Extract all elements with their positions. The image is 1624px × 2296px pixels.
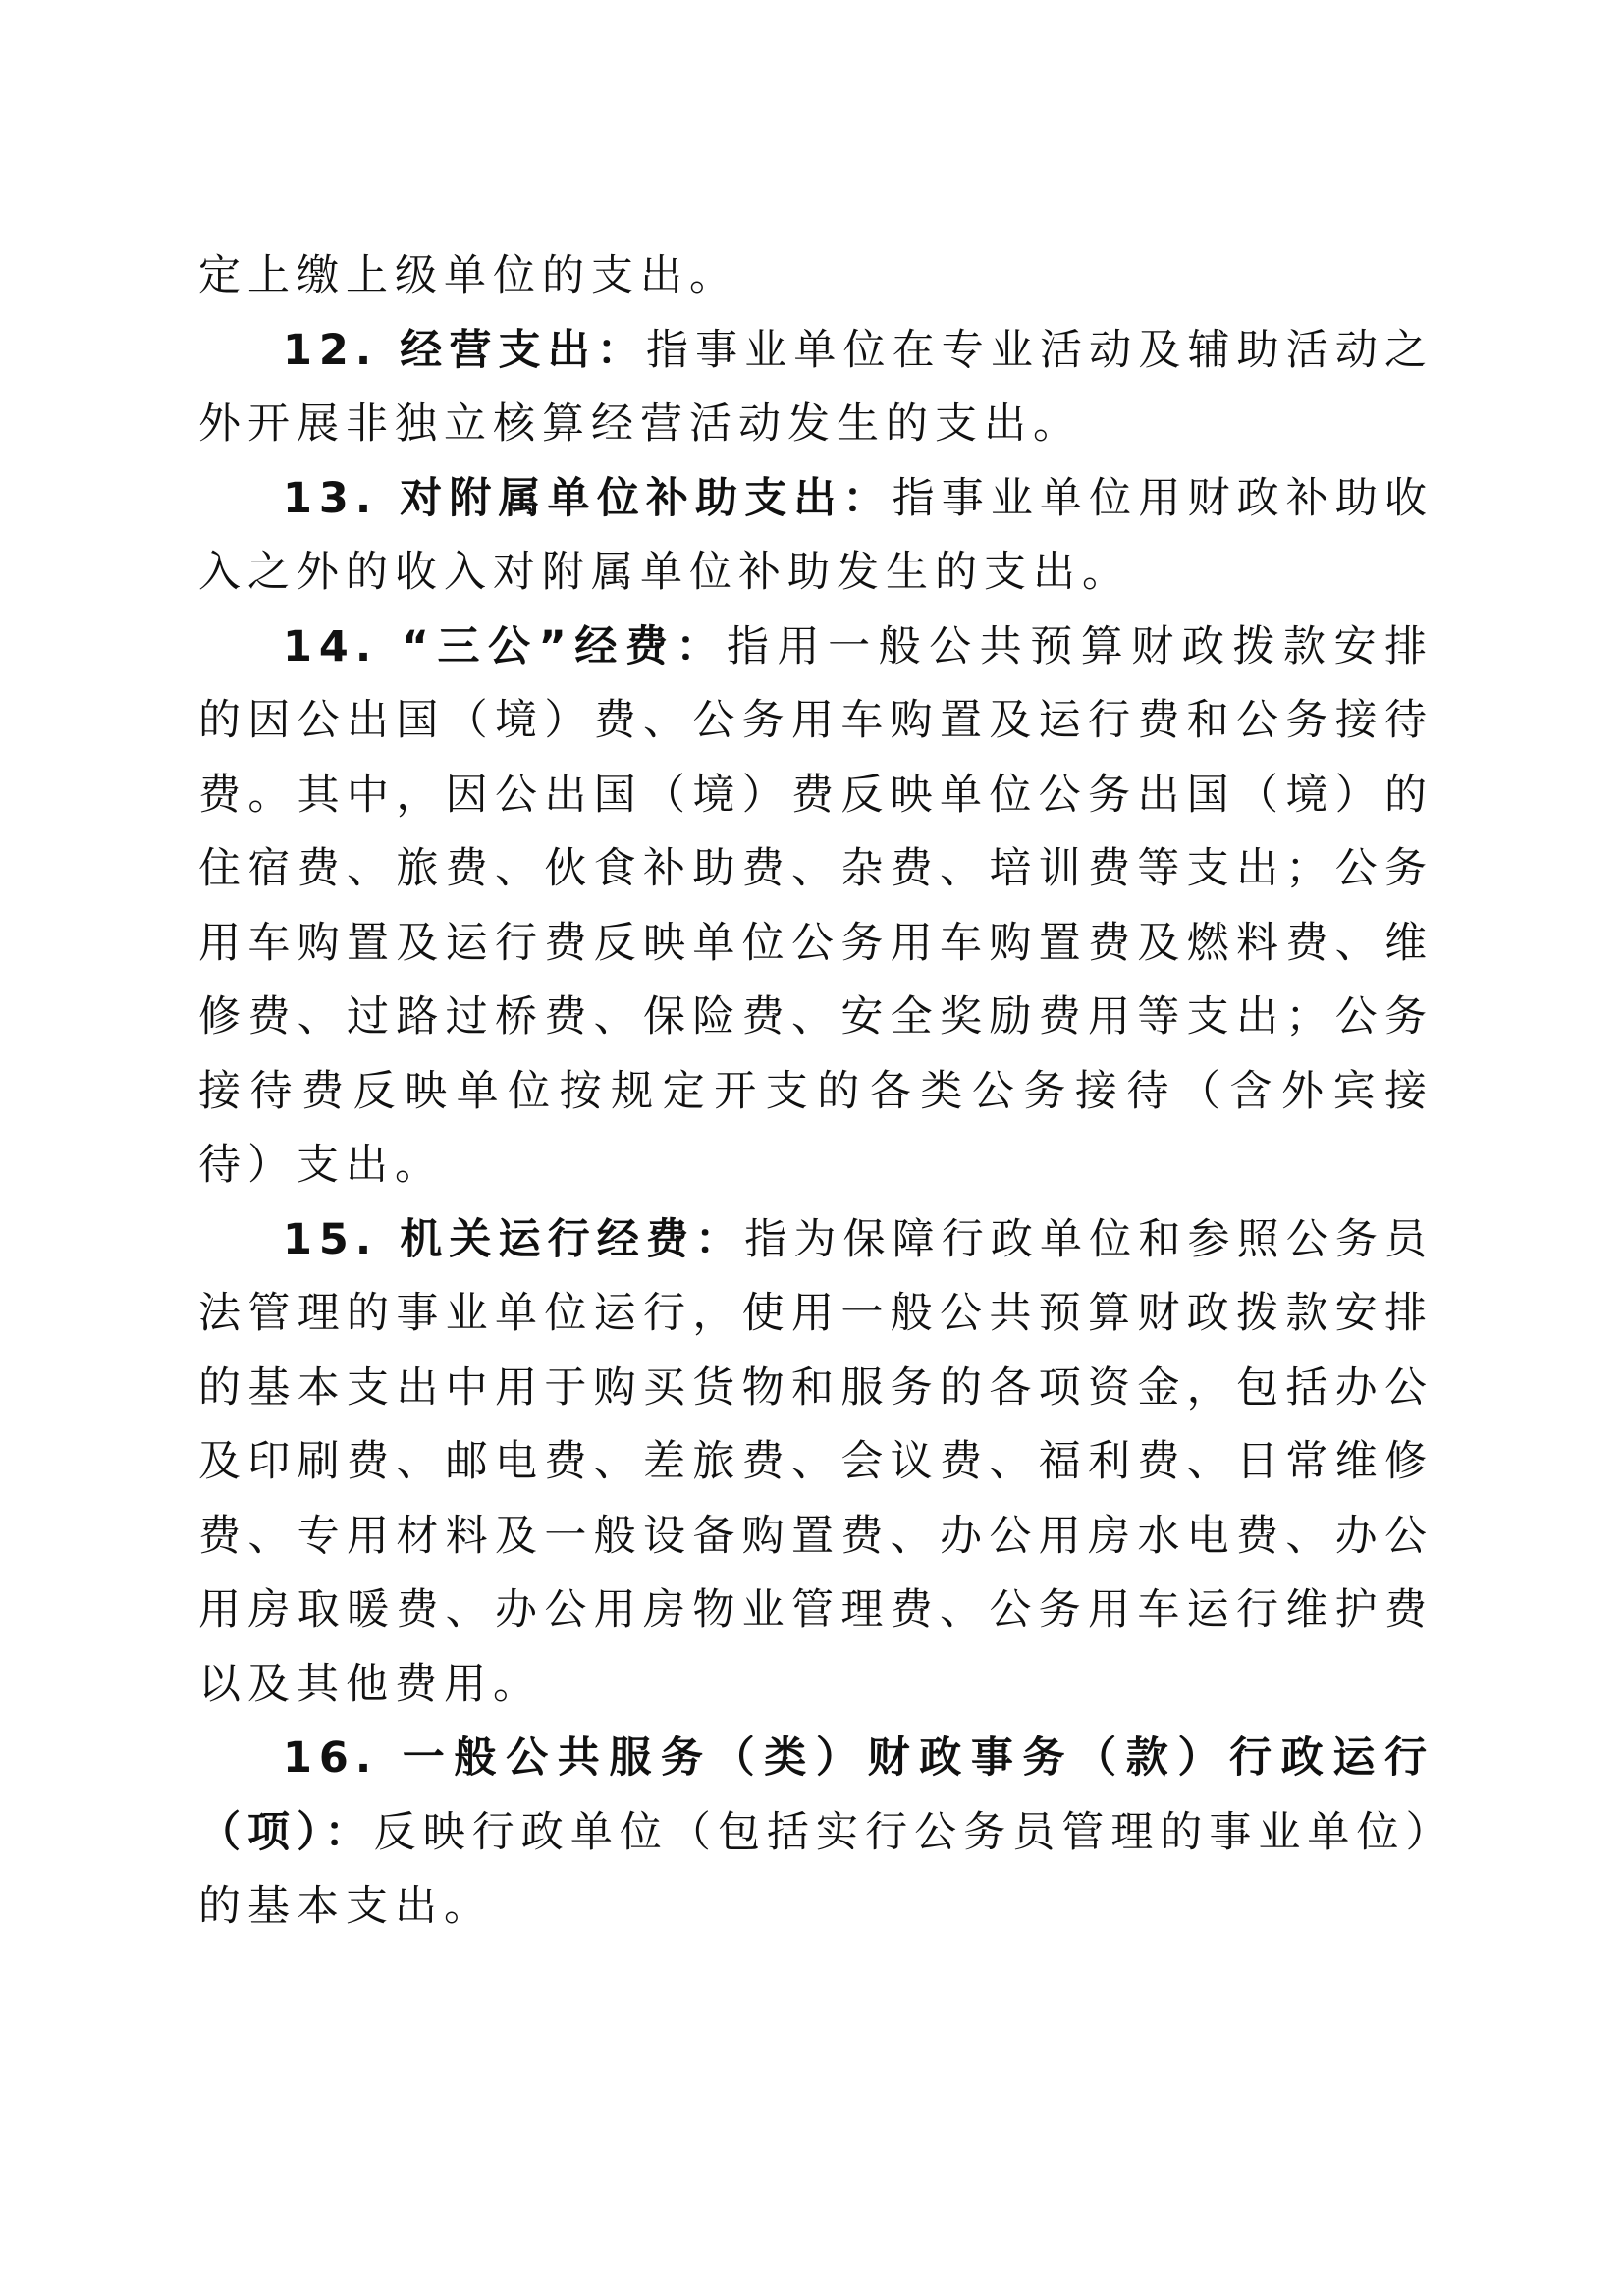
paragraph-text: 指用一般公共预算财政拨款安排的因公出国（境）费、公务用车购置及运行费和公务接待费。其中，因公出国（境）费反映单位公务出国（境）的住宿费、旅费、伙食补助费、杂费、培训费等支出；公务用车购置及运行费反映单位公务用车购置费及燃料费、维修费、过路过桥费、保险费、安全奖励费用等支出；公务接待费反映单位按规定开支的各类公务接待（含外宾接待）支出。 [198, 621, 1434, 1190]
paragraph-text: 指为保障行政单位和参照公务员法管理的事业单位运行，使用一般公共预算财政拨款安排的基本支出中用于购买货物和服务的各项资金，包括办公及印刷费、邮电费、差旅费、会议费、福利费、日常维修费、专用材料及一般设备购置费、办公用房水电费、办公用房取暖费、办公用房物业管理费、公务用车运行维护费以及其他费用。 [198, 1214, 1434, 1709]
paragraph-item-12 [198, 314, 1434, 462]
paragraph-text: 定上缴上级单位的支出。 [198, 251, 738, 300]
term-heading: 16. 一般公共服务（类）财政事务（款）行政运行（项）： [198, 1734, 1434, 1857]
term-heading: 13. 对附属单位补助支出： [283, 473, 893, 523]
paragraph-continuation [198, 240, 1434, 314]
paragraph-item-15 [198, 1203, 1434, 1723]
term-heading: 14. “三公”经费： [283, 621, 727, 671]
paragraph-item-14 [198, 611, 1434, 1203]
term-heading: 12. 经营支出： [283, 325, 646, 375]
term-heading: 15. 机关运行经费： [283, 1214, 745, 1264]
paragraph-item-16 [198, 1722, 1434, 1945]
paragraph-item-13 [198, 462, 1434, 611]
paragraph-text: 指事业单位在专业活动及辅助活动之外开展非独立核算经营活动发生的支出。 [198, 325, 1434, 449]
document-page [198, 240, 1434, 1945]
paragraph-text: 反映行政单位（包括实行公务员管理的事业单位）的基本支出。 [198, 1807, 1435, 1931]
paragraph-text: 指事业单位用财政补助收入之外的收入对附属单位补助发生的支出。 [198, 473, 1434, 597]
